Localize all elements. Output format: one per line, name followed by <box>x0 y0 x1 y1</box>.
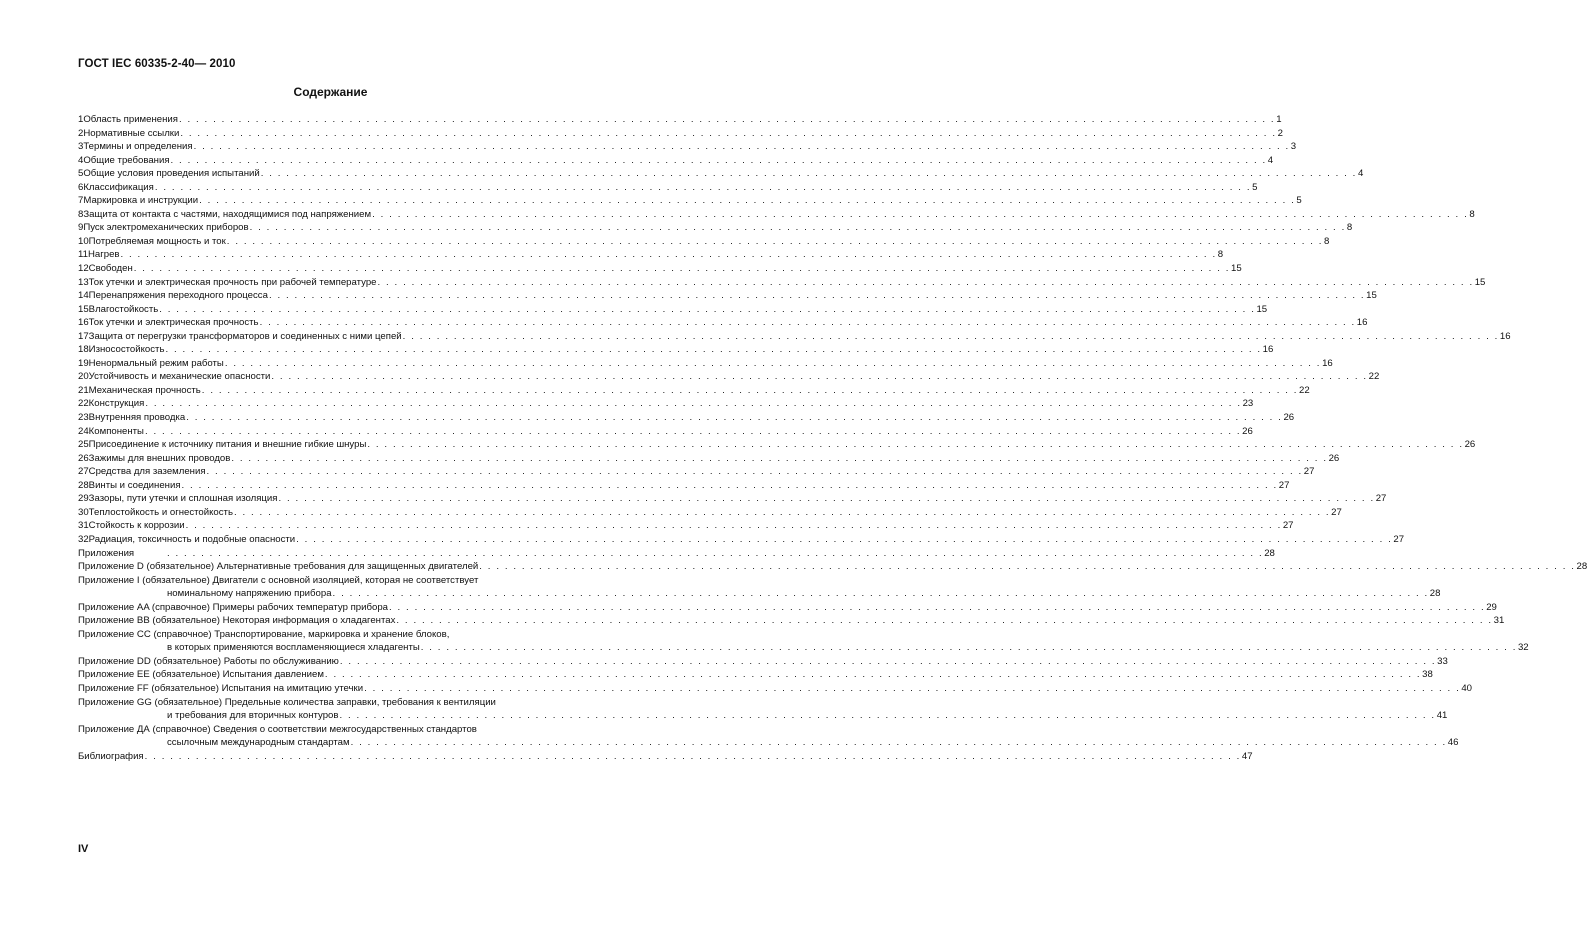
leader-dots: . . . . . . . . . . . . . . . . . . . . . . . . . . . . . . . . . . . . . . . . . . . . . . . . . . . . . . . . . . . . . . . . . . . . . . . . . . . . . . . . . . . . . . . . . . . . . . . . . . . . . . . . . . . . . . . . . . . . . . . . . . . . . . . . . <box>144 750 1241 762</box>
section-title: Ток утечки и электрическая прочность при рабочей температуре <box>88 276 377 288</box>
toc-entry-appendix-aa[interactable] <box>78 601 1497 615</box>
toc-entry[interactable] <box>78 181 1258 195</box>
section-number: 18 <box>78 344 89 356</box>
page-ref: 8 <box>1217 249 1224 261</box>
toc-entry[interactable] <box>78 384 1310 398</box>
leader-dots: . . . . . . . . . . . . . . . . . . . . . . . . . . . . . . . . . . . . . . . . . . . . . . . . . . . . . . . . . . . . . . . . . . . . . . . . . . . . . . . . . . . . . . . . . . . . . . . . . . . . . . . . . . . . . . . . . . . . . . . . . . . . . . . . . <box>364 682 1461 694</box>
toc-entry-appendix-ee[interactable] <box>78 668 1433 682</box>
page-ref: 15 <box>1366 290 1377 302</box>
page-ref: 22 <box>1368 371 1380 383</box>
toc-entry[interactable] <box>78 425 1253 439</box>
section-number: 30 <box>78 506 89 518</box>
section-title: Стойкость к коррозии <box>88 520 185 532</box>
toc-entry-continuation[interactable] <box>78 641 1529 655</box>
document-header: ГОСТ IEC 60335-2-40— 2010 <box>78 58 236 70</box>
table-of-contents <box>78 113 1587 763</box>
page-ref: 3 <box>1290 141 1297 153</box>
section-title: Общие требования <box>83 154 170 166</box>
toc-entry-appendix-dd[interactable] <box>78 655 1448 669</box>
section-title: Зажимы для внешних проводов <box>88 452 231 464</box>
page-ref: 38 <box>1422 669 1433 681</box>
leader-dots: . . . . . . . . . . . . . . . . . . . . . . . . . . . . . . . . . . . . . . . . . . . . . . . . . . . . . . . . . . . . . . . . . . . . . . . . . . . . . . . . . . . . . . . . . . . . . . . . . . . . . . . . . . . . . . . . . . . . . . . . . . . . . . . . . <box>271 371 1368 383</box>
appendix-title-continued: и требования для вторичных контуров <box>167 710 339 722</box>
section-number: 21 <box>78 384 89 396</box>
section-number: 26 <box>78 452 89 464</box>
section-number: 16 <box>78 317 89 329</box>
page-ref: 16 <box>1322 357 1333 369</box>
section-title: Свободен <box>88 263 133 275</box>
section-title: Устойчивость и механические опасности <box>88 371 271 383</box>
section-number: 24 <box>78 425 89 437</box>
section-number: 27 <box>78 466 89 478</box>
section-title: Общие условия проведения испытаний <box>83 168 260 180</box>
page-ref: 8 <box>1346 222 1353 234</box>
leader-dots: . . . . . . . . . . . . . . . . . . . . . . . . . . . . . . . . . . . . . . . . . . . . . . . . . . . . . . . . . . . . . . . . . . . . . . . . . . . . . . . . . . . . . . . . . . . . . . . . . . . . . . . . . . . . . . . . . . . . . . . . . . . . . . . . . <box>259 317 1356 329</box>
page-ref: 28 <box>1576 561 1587 573</box>
page-ref: 15 <box>1231 263 1242 275</box>
section-title: Пуск электромеханических приборов <box>83 222 249 234</box>
leader-dots: . . . . . . . . . . . . . . . . . . . . . . . . . . . . . . . . . . . . . . . . . . . . . . . . . . . . . . . . . . . . . . . . . . . . . . . . . . . . . . . . . . . . . . . . . . . . . . . . . . . . . . . . . . . . . . . . . . . . . . . . . . . . . . . . . <box>145 398 1242 410</box>
section-number: 17 <box>78 330 89 342</box>
appendix-title-continued: ссылочным международным стандартам <box>167 737 350 749</box>
toc-entry[interactable] <box>78 506 1342 520</box>
leader-dots: . . . . . . . . . . . . . . . . . . . . . . . . . . . . . . . . . . . . . . . . . . . . . . . . . . . . . . . . . . . . . . . . . . . . . . . . . . . . . . . . . . . . . . . . . . . . . . . . . . . . . . . . . . . . . . . . . . . . . . . . . . . . . . . . . <box>170 154 1267 166</box>
toc-entry-appendix-i[interactable] <box>78 574 614 588</box>
appendix-title: Приложение I (обязательное) Двигатели с основной изоляцией, которая не соответствует <box>78 574 479 586</box>
appendix-title: Приложение FF (обязательное) Испытания на имитацию утечки <box>78 682 364 694</box>
section-title: Перенапряжения переходного процесса <box>88 290 268 302</box>
page-ref: 27 <box>1393 533 1405 545</box>
page-ref: 1 <box>1276 114 1282 125</box>
toc-entry[interactable] <box>78 303 1268 317</box>
leader-dots: . . . . . . . . . . . . . . . . . . . . . . . . . . . . . . . . . . . . . . . . . . . . . . . . . . . . . . . . . . . . . . . . . . . . . . . . . . . . . . . . . . . . . . . . . . . . . . . . . . . . . . . . . . . . . . . . . . . . . . . . . . . . . . . . . <box>180 127 1277 139</box>
section-number: 28 <box>78 479 89 491</box>
section-title: Маркировка и инструкции <box>83 195 199 207</box>
page-ref: 16 <box>1499 330 1511 342</box>
toc-entry[interactable] <box>78 248 1224 262</box>
leader-dots: . . . . . . . . . . . . . . . . . . . . . . . . . . . . . . . . . . . . . . . . . . . . . . . . . . . . . . . . . . . . . . . . . . . . . . . . . . . . . . . . . . . . . . . . . . . . . . . . . . . . . . . . . . . . . . . . . . . . . . . . . . . . . . . . . <box>372 208 1469 220</box>
toc-entry[interactable] <box>78 194 1302 208</box>
section-number: 1 <box>78 114 84 125</box>
section-title: Нагрев <box>87 249 120 261</box>
section-number: 2 <box>78 127 84 139</box>
leader-dots: . . . . . . . . . . . . . . . . . . . . . . . . . . . . . . . . . . . . . . . . . . . . . . . . . . . . . . . . . . . . . . . . . . . . . . . . . . . . . . . . . . . . . . . . . . . . . . . . . . . . . . . . . . . . . . . . . . . . . . . . . . . . . . . . . <box>350 737 1447 749</box>
section-number: 7 <box>78 195 84 207</box>
toc-entry[interactable] <box>78 533 1405 547</box>
section-number: 14 <box>78 290 89 302</box>
page-ref: 41 <box>1436 710 1448 722</box>
toc-entry[interactable] <box>78 411 1295 425</box>
section-number: 25 <box>78 439 89 451</box>
toc-entry-continuation[interactable] <box>78 736 1459 750</box>
section-title: Нормативные ссылки <box>83 127 180 139</box>
page-ref: 2 <box>1277 127 1283 139</box>
section-title: Износостойкость <box>88 344 165 356</box>
toc-entry[interactable] <box>78 167 1364 181</box>
section-title: Влагостойкость <box>88 303 159 315</box>
appendix-title: Приложение EE (обязательное) Испытания давлением <box>78 669 324 681</box>
leader-dots: . . . . . . . . . . . . . . . . . . . . . . . . . . . . . . . . . . . . . . . . . . . . . . . . . . . . . . . . . . . . . . . . . . . . . . . . . . . . . . . . . . . . . . . . . . . . . . . . . . . . . . . . . . . . . . . . . . . . . . . . . . . . . . . . . <box>154 181 1252 193</box>
leader-dots: . . . . . . . . . . . . . . . . . . . . . . . . . . . . . . . . . . . . . . . . . . . . . . . . . . . . . . . . . . . . . . . . . . . . . . . . . . . . . . . . . . . . . . . . . . . . . . . . . . . . . . . . . . . . . . . . . . . . . . . . . . . . . . . . . <box>144 425 1242 437</box>
page-ref: 31 <box>1493 615 1505 627</box>
leader-dots: . . . . . . . . . . . . . . . . . . . . . . . . . . . . . . . . . . . . . . . . . . . . . . . . . . . . . . . . . . . . . . . . . . . . . . . . . . . . . . . . . . . . . . . . . . . . . . . . . . . . . . . . . . . . . . . . . . . . . . . . . . . . . . . . . <box>268 290 1366 302</box>
page-ref: 8 <box>1469 208 1475 220</box>
page-number: IV <box>78 843 89 855</box>
section-title: Внутренняя проводка <box>88 412 186 424</box>
page-ref: 16 <box>1262 344 1274 356</box>
toc-entry-continuation[interactable] <box>78 587 1441 601</box>
section-number: 11 <box>78 249 88 261</box>
toc-entry[interactable] <box>78 343 1274 357</box>
leader-dots: . . . . . . . . . . . . . . . . . . . . . . . . . . . . . . . . . . . . . . . . . . . . . . . . . . . . . . . . . . . . . . . . . . . . . . . . . . . . . . . . . . . . . . . . . . . . . . . . . . . . . . . . . . . . . . . . . . . . . . . . . . . . . . . . . <box>260 168 1357 180</box>
leader-dots: . . . . . . . . . . . . . . . . . . . . . . . . . . . . . . . . . . . . . . . . . . . . . . . . . . . . . . . . . . . . . . . . . . . . . . . . . . . . . . . . . . . . . . . . . . . . . . . . . . . . . . . . . . . . . . . . . . . . . . . . . . . . . . . . . <box>186 412 1283 424</box>
toc-entry-appendix-bb[interactable] <box>78 614 1505 628</box>
toc-entry[interactable] <box>78 289 1377 303</box>
section-number: 13 <box>78 276 89 288</box>
toc-entry-continuation[interactable] <box>78 709 1448 723</box>
page-ref: 16 <box>1356 317 1368 329</box>
toc-entry[interactable] <box>78 330 1511 344</box>
leader-dots: . . . . . . . . . . . . . . . . . . . . . . . . . . . . . . . . . . . . . . . . . . . . . . . . . . . . . . . . . . . . . . . . . . . . . . . . . . . . . . . . . . . . . . . . . . . . . . . . . . . . . . . . . . . . . . . . . . . . . . . . . . . . . . . . . <box>377 276 1474 288</box>
section-number: 4 <box>78 154 84 166</box>
toc-entry-appendix-gg[interactable] <box>78 696 614 710</box>
leader-dots: . . . . . . . . . . . . . . . . . . . . . . . . . . . . . . . . . . . . . . . . . . . . . . . . . . . . . . . . . . . . . . . . . . . . . . . . . . . . . . . . . . . . . . . . . . . . . . . . . . . . . . . . . . . . . . . . . . . . . . . . . . . . . . . . . <box>402 330 1499 342</box>
page-ref: 40 <box>1461 682 1472 694</box>
leader-dots: . . . . . . . . . . . . . . . . . . . . . . . . . . . . . . . . . . . . . . . . . . . . . . . . . . . . . . . . . . . . . . . . . . . . . . . . . . . . . . . . . . . . . . . . . . . . . . . . . . . . . . . . . . . . . . . . . . . . . . . . . . . . . . . . . <box>159 303 1256 315</box>
toc-entry[interactable] <box>78 316 1368 330</box>
page-ref: 32 <box>1517 642 1529 654</box>
appendix-title: Приложение GG (обязательное) Предельные количества заправки, требования к вентиляции <box>78 696 496 708</box>
toc-entry[interactable] <box>78 370 1380 384</box>
section-title: Классификация <box>83 181 154 193</box>
leader-dots: . . . . . . . . . . . . . . . . . . . . . . . . . . . . . . . . . . . . . . . . . . . . . . . . . . . . . . . . . . . . . . . . . . . . . . . . . . . . . . . . . . . . . . . . . . . . . . . . . . . . . . . . . . . . . . . . . . . . . . . . . . . . . . . . . <box>231 452 1328 464</box>
leader-dots: . . . . . . . . . . . . . . . . . . . . . . . . . . . . . . . . . . . . . . . . . . . . . . . . . . . . . . . . . . . . . . . . . . . . . . . . . . . . . . . . . . . . . . . . . . . . . . . . . . . . . . . . . . . . . . . . . . . . . . . . . . . . . . . . . <box>396 615 1493 627</box>
page-ref: 23 <box>1242 398 1254 410</box>
leader-dots: . . . . . . . . . . . . . . . . . . . . . . . . . . . . . . . . . . . . . . . . . . . . . . . . . . . . . . . . . . . . . . . . . . . . . . . . . . . . . . . . . . . . . . . . . . . . . . . . . . . . . . . . . . . . . . . . . . . . . . . . . . . . . . . . . <box>296 533 1393 545</box>
toc-entry[interactable] <box>78 127 1283 141</box>
section-title: Компоненты <box>88 425 144 437</box>
page-ref: 22 <box>1299 384 1310 396</box>
leader-dots: . . . . . . . . . . . . . . . . . . . . . . . . . . . . . . . . . . . . . . . . . . . . . . . . . . . . . . . . . . . . . . . . . . . . . . . . . . . . . . . . . . . . . . . . . . . . . . . . . . . . . . . . . . . . . . . . . . . . . . . . . . . . . . . . . <box>324 669 1422 681</box>
page-ref: 26 <box>1328 452 1340 464</box>
leader-dots: . . . . . . . . . . . . . . . . . . . . . . . . . . . . . . . . . . . . . . . . . . . . . . . . . . . . . . . . . . . . . . . . . . . . . . . . . . . . . . . . . . . . . . . . . . . . . . . . . . . . . . . . . . . . . . . . . . . . . . . . . . . . . . . . . <box>185 520 1282 532</box>
section-title: Потребляемая мощность и ток <box>88 235 226 247</box>
leader-dots: . . . . . . . . . . . . . . . . . . . . . . . . . . . . . . . . . . . . . . . . . . . . . . . . . . . . . . . . . . . . . . . . . . . . . . . . . . . . . . . . . . . . . . . . . . . . . . . . . . . . . . . . . . . . . . . . . . . . . . . . . . . . . . . . . <box>181 479 1278 491</box>
section-title: Механическая прочность <box>88 384 201 396</box>
leader-dots: . . . . . . . . . . . . . . . . . . . . . . . . . . . . . . . . . . . . . . . . . . . . . . . . . . . . . . . . . . . . . . . . . . . . . . . . . . . . . . . . . . . . . . . . . . . . . . . . . . . . . . . . . . . . . . . . . . . . . . . . . . . . . . . . . <box>226 235 1324 247</box>
leader-dots: . . . . . . . . . . . . . . . . . . . . . . . . . . . . . . . . . . . . . . . . . . . . . . . . . . . . . . . . . . . . . . . . . . . . . . . . . . . . . . . . . . . . . . . . . . . . . . . . . . . . . . . . . . . . . . . . . . . . . . . . . . . . . . . . . <box>339 655 1437 667</box>
section-title: Радиация, токсичность и подобные опасности <box>88 533 296 545</box>
page-ref: 27 <box>1375 493 1387 505</box>
leader-dots: . . . . . . . . . . . . . . . . . . . . . . . . . . . . . . . . . . . . . . . . . . . . . . . . . . . . . . . . . . . . . . . . . . . . . . . . . . . . . . . . . . . . . . . . . . . . . . . . . . . . . . . . . . . . . . . . . . . . . . . . . . . . . . . . . <box>165 344 1262 356</box>
page-ref: 8 <box>1324 235 1330 247</box>
section-title: Защита от контакта с частями, находящимися под напряжением <box>83 208 372 220</box>
page-ref: 33 <box>1437 655 1448 667</box>
page-ref: 46 <box>1447 737 1459 749</box>
section-title: Ток утечки и электрическая прочность <box>88 317 259 329</box>
section-title: Конструкция <box>88 398 145 410</box>
appendix-title: Приложение ДА (справочное) Сведения о соответствии межгосударственных стандартов <box>78 723 477 735</box>
section-number: 3 <box>78 141 84 153</box>
section-number: 29 <box>78 493 89 505</box>
leader-dots: . . . . . . . . . . . . . . . . . . . . . . . . . . . . . . . . . . . . . . . . . . . . . . . . . . . . . . . . . . . . . . . . . . . . . . . . . . . . . . . . . . . . . . . . . . . . . . . . . . . . . . . . . . . . . . . . . . . . . . . . . . . . . . . . . <box>233 506 1331 518</box>
section-number: 23 <box>78 412 89 424</box>
section-number: 5 <box>78 168 84 180</box>
toc-entry[interactable] <box>78 208 1475 222</box>
page-ref: 27 <box>1331 506 1342 518</box>
appendix-title: Приложение DD (обязательное) Работы по обслуживанию <box>78 655 339 667</box>
appendices-label: Приложения <box>78 547 135 559</box>
toc-entry[interactable] <box>78 452 1340 466</box>
toc-entry[interactable] <box>78 397 1254 411</box>
toc-entry[interactable] <box>78 235 1330 249</box>
section-title: Средства для заземления <box>88 466 206 478</box>
toc-entry-appendices[interactable] <box>78 547 1275 561</box>
leader-dots: . . . . . . . . . . . . . . . . . . . . . . . . . . . . . . . . . . . . . . . . . . . . . . . . . . . . . . . . . . . . . . . . . . . . . . . . . . . . . . . . . . . . . . . . . . . . . . . . . . . . . . . . . . . . . . . . . . . . . . . . . . . . . . . . . <box>133 263 1230 275</box>
section-number: 8 <box>78 208 84 220</box>
toc-entry[interactable] <box>78 113 1282 127</box>
page-ref: 26 <box>1283 412 1295 424</box>
section-title: Присоединение к источнику питания и внешние гибкие шнуры <box>88 439 367 451</box>
toc-entry[interactable] <box>78 262 1242 276</box>
page-ref: 15 <box>1474 276 1486 288</box>
leader-dots: . . . . . . . . . . . . . . . . . . . . . . . . . . . . . . . . . . . . . . . . . . . . . . . . . . . . . . . . . . . . . . . . . . . . . . . . . . . . . . . . . . . . . . . . . . . . . . . . . . . . . . . . . . . . . . . . . . . . . . . . . . . . . . . . . <box>193 141 1290 153</box>
page-ref: 5 <box>1252 181 1258 193</box>
appendix-title: Приложение CC (справочное) Транспортирование, маркировка и хранение блоков, <box>78 628 450 640</box>
section-number: 31 <box>78 520 89 532</box>
page-ref: 27 <box>1303 466 1315 478</box>
section-title: Зазоры, пути утечки и сплошная изоляция <box>88 493 278 505</box>
section-title: Теплостойкость и огнестойкость <box>88 506 233 518</box>
toc-entry[interactable] <box>78 140 1297 154</box>
page-ref: 27 <box>1278 479 1290 491</box>
section-title: Область применения <box>83 114 178 125</box>
appendix-title: Приложение D (обязательное) Альтернативные требования для защищенных двигателей <box>78 561 479 573</box>
page-ref: 29 <box>1486 601 1497 613</box>
toc-entry-appendix-ff[interactable] <box>78 682 1472 696</box>
leader-dots: . . . . . . . . . . . . . . . . . . . . . . . . . . . . . . . . . . . . . . . . . . . . . . . . . . . . . . . . . . . . . . . . . . . . . . . . . . . . . . . . . . . . . . . . . . . . . . . . . . . . . . . . . . . . . . . . . . . . . . . . . . . . . . . . . <box>339 710 1436 722</box>
appendix-title: Приложение AA (справочное) Примеры рабочих температур прибора <box>78 601 388 613</box>
toc-entry[interactable] <box>78 465 1315 479</box>
section-number: 19 <box>78 357 89 369</box>
leader-dots: . . . . . . . . . . . . . . . . . . . . . . . . . . . . . . . . . . . . . . . . . . . . . . . . . . . . . . . . . . . . . . . . . . . . . . . . . . . . . . . . . . . . . . . . . . . . . . . . . . . . . . . . . . . . . . . . . . . . . . . . . . . . . . . . . <box>332 588 1429 600</box>
toc-entry[interactable] <box>78 276 1486 290</box>
section-title: Термины и определения <box>83 141 193 153</box>
appendix-title: Приложение BB (обязательное) Некоторая информация о хладагентах <box>78 615 396 627</box>
section-number: 15 <box>78 303 89 315</box>
section-number: 10 <box>78 235 89 247</box>
appendix-title: Библиография <box>78 750 144 762</box>
leader-dots: . . . . . . . . . . . . . . . . . . . . . . . . . . . . . . . . . . . . . . . . . . . . . . . . . . . . . . . . . . . . . . . . . . . . . . . . . . . . . . . . . . . . . . . . . . . . . . . . . . . . . . . . . . . . . . . . . . . . . . . . . . . . . . . . . <box>224 357 1322 369</box>
section-number: 32 <box>78 533 89 545</box>
section-number: 20 <box>78 371 89 383</box>
toc-entry[interactable] <box>78 492 1387 506</box>
section-number: 9 <box>78 222 84 234</box>
page-ref: 5 <box>1296 195 1302 207</box>
page-ref: 15 <box>1256 303 1268 315</box>
section-number: 6 <box>78 181 84 193</box>
section-number: 12 <box>78 263 89 275</box>
toc-entry[interactable] <box>78 479 1290 493</box>
page-ref: 26 <box>1242 425 1253 437</box>
appendix-title-continued: номинальному напряжению прибора <box>167 588 332 600</box>
page-ref: 4 <box>1357 168 1364 180</box>
leader-dots: . . . . . . . . . . . . . . . . . . . . . . . . . . . . . . . . . . . . . . . . . . . . . . . . . . . . . . . . . . . . . . . . . . . . . . . . . . . . . . . . . . . . . . . . . . . . . . . . . . . . . . . . . . . . . . . . . . . . . . . . . . . . . . . . . <box>201 384 1299 396</box>
leader-dots: . . . . . . . . . . . . . . . . . . . . . . . . . . . . . . . . . . . . . . . . . . . . . . . . . . . . . . . . . . . . . . . . . . . . . . . . . . . . . . . . . . . . . . . . . . . . . . . . . . . . . . . . . . . . . . . . . . . . . . . . . . . . . . . . . <box>167 547 1264 559</box>
section-title: Защита от перегрузки трансформаторов и соединенных с ними цепей <box>88 330 402 342</box>
leader-dots: . . . . . . . . . . . . . . . . . . . . . . . . . . . . . . . . . . . . . . . . . . . . . . . . . . . . . . . . . . . . . . . . . . . . . . . . . . . . . . . . . . . . . . . . . . . . . . . . . . . . . . . . . . . . . . . . . . . . . . . . . . . . . . . . . <box>367 439 1464 451</box>
leader-dots: . . . . . . . . . . . . . . . . . . . . . . . . . . . . . . . . . . . . . . . . . . . . . . . . . . . . . . . . . . . . . . . . . . . . . . . . . . . . . . . . . . . . . . . . . . . . . . . . . . . . . . . . . . . . . . . . . . . . . . . . . . . . . . . . . <box>178 114 1276 125</box>
leader-dots: . . . . . . . . . . . . . . . . . . . . . . . . . . . . . . . . . . . . . . . . . . . . . . . . . . . . . . . . . . . . . . . . . . . . . . . . . . . . . . . . . . . . . . . . . . . . . . . . . . . . . . . . . . . . . . . . . . . . . . . . . . . . . . . . . <box>278 493 1375 505</box>
page-ref: 28 <box>1429 588 1441 600</box>
page-ref: 26 <box>1464 439 1476 451</box>
toc-entry[interactable] <box>78 438 1476 452</box>
toc-entry[interactable] <box>78 221 1353 235</box>
page-ref: 28 <box>1264 547 1275 559</box>
leader-dots: . . . . . . . . . . . . . . . . . . . . . . . . . . . . . . . . . . . . . . . . . . . . . . . . . . . . . . . . . . . . . . . . . . . . . . . . . . . . . . . . . . . . . . . . . . . . . . . . . . . . . . . . . . . . . . . . . . . . . . . . . . . . . . . . . <box>199 195 1296 207</box>
leader-dots: . . . . . . . . . . . . . . . . . . . . . . . . . . . . . . . . . . . . . . . . . . . . . . . . . . . . . . . . . . . . . . . . . . . . . . . . . . . . . . . . . . . . . . . . . . . . . . . . . . . . . . . . . . . . . . . . . . . . . . . . . . . . . . . . . <box>120 249 1217 261</box>
section-title: Ненормальный режим работы <box>88 357 224 369</box>
leader-dots: . . . . . . . . . . . . . . . . . . . . . . . . . . . . . . . . . . . . . . . . . . . . . . . . . . . . . . . . . . . . . . . . . . . . . . . . . . . . . . . . . . . . . . . . . . . . . . . . . . . . . . . . . . . . . . . . . . . . . . . . . . . . . . . . . <box>420 642 1517 654</box>
toc-entry-bibliography[interactable] <box>78 750 1253 764</box>
leader-dots: . . . . . . . . . . . . . . . . . . . . . . . . . . . . . . . . . . . . . . . . . . . . . . . . . . . . . . . . . . . . . . . . . . . . . . . . . . . . . . . . . . . . . . . . . . . . . . . . . . . . . . . . . . . . . . . . . . . . . . . . . . . . . . . . . <box>389 601 1486 613</box>
page-title: Содержание <box>293 85 368 99</box>
toc-entry-appendix-cc[interactable] <box>78 628 614 642</box>
leader-dots: . . . . . . . . . . . . . . . . . . . . . . . . . . . . . . . . . . . . . . . . . . . . . . . . . . . . . . . . . . . . . . . . . . . . . . . . . . . . . . . . . . . . . . . . . . . . . . . . . . . . . . . . . . . . . . . . . . . . . . . . . . . . . . . . . <box>206 466 1303 478</box>
section-title: Винты и соединения <box>88 479 181 491</box>
leader-dots: . . . . . . . . . . . . . . . . . . . . . . . . . . . . . . . . . . . . . . . . . . . . . . . . . . . . . . . . . . . . . . . . . . . . . . . . . . . . . . . . . . . . . . . . . . . . . . . . . . . . . . . . . . . . . . . . . . . . . . . . . . . . . . . . . <box>249 222 1346 234</box>
toc-entry[interactable] <box>78 154 1274 168</box>
toc-entry-appendix-d[interactable] <box>78 560 1587 574</box>
appendix-title-continued: в которых применяются воспламеняющиеся хладагенты <box>167 642 420 654</box>
toc-entry[interactable] <box>78 519 1294 533</box>
page-ref: 27 <box>1282 520 1294 532</box>
toc-entry-appendix-da[interactable] <box>78 723 614 737</box>
toc-entry[interactable] <box>78 357 1333 371</box>
leader-dots: . . . . . . . . . . . . . . . . . . . . . . . . . . . . . . . . . . . . . . . . . . . . . . . . . . . . . . . . . . . . . . . . . . . . . . . . . . . . . . . . . . . . . . . . . . . . . . . . . . . . . . . . . . . . . . . . . . . . . . . . . . . . . . . . . <box>479 561 1576 573</box>
section-number: 22 <box>78 398 89 410</box>
page-ref: 47 <box>1241 750 1253 762</box>
page-ref: 4 <box>1267 154 1274 166</box>
